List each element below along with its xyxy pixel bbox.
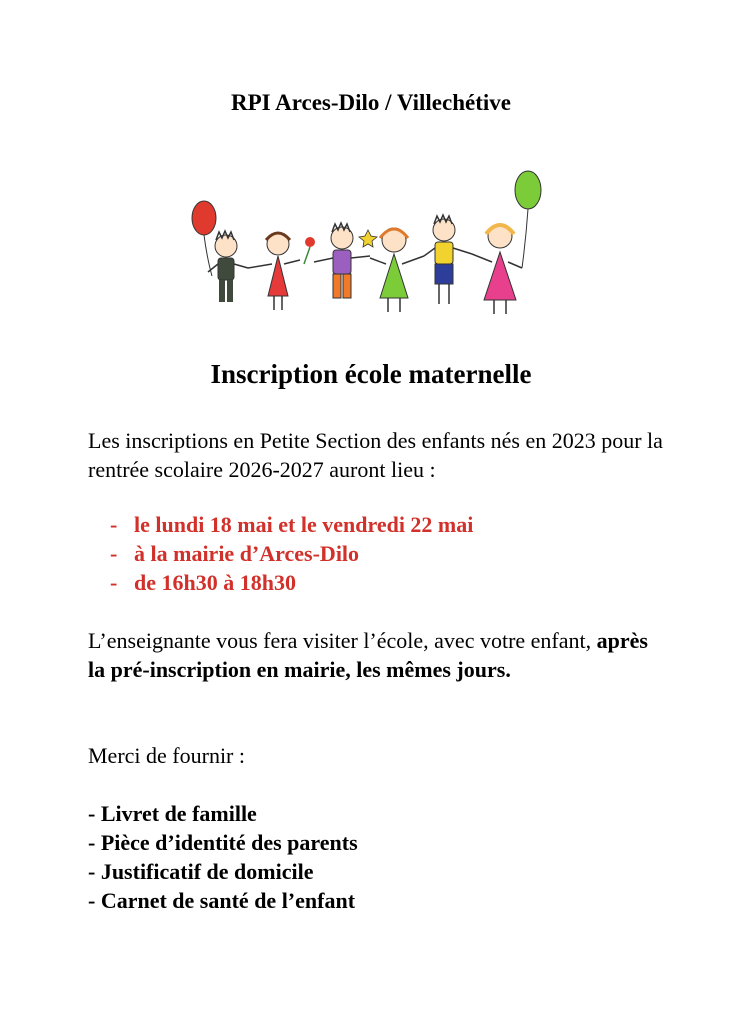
detail-item-dates [88,510,688,539]
child-6-icon [472,224,522,314]
document-item: - Carnet de santé de l’enfant [88,888,356,913]
detail-item-location [88,539,688,568]
intro-paragraph: Les inscriptions en Petite Section des enfants nés en 2023 pour la rentrée scolaire 2026-2027 auront lieu : [88,428,663,482]
children-holding-hands-icon [182,168,552,318]
child-3-icon [314,223,377,298]
details-list [88,510,688,597]
dash-bullet: - [110,570,118,595]
child-2-icon [248,233,315,310]
detail-text: de 16h30 à 18h30 [134,570,296,595]
visit-bold-text: après la pré-inscription en mairie, les mêmes jours. [88,628,648,682]
dash-bullet: - [110,541,118,566]
child-4-icon [370,228,424,312]
provide-intro: Merci de fournir : [88,743,245,768]
child-1-icon [208,231,248,302]
visit-paragraph [88,626,658,684]
detail-text: à la mairie d’Arces-Dilo [134,541,360,566]
document-item: - Justificatif de domicile [88,859,314,884]
child-5-icon [424,215,472,304]
document-item: - Livret de famille [88,801,257,826]
header-title: RPI Arces-Dilo / Villechétive [231,90,511,115]
document-item: - Pièce d’identité des parents [88,830,358,855]
dash-bullet: - [110,512,118,537]
visit-text: L’enseignante vous fera visiter l’école, avec votre enfant, [88,628,597,653]
detail-text: le lundi 18 mai et le vendredi 22 mai [134,512,474,537]
red-balloon-icon [192,201,216,276]
detail-item-hours [88,568,688,597]
main-title: Inscription école maternelle [210,359,532,389]
green-balloon-icon [515,171,541,268]
documents-list [88,799,688,915]
